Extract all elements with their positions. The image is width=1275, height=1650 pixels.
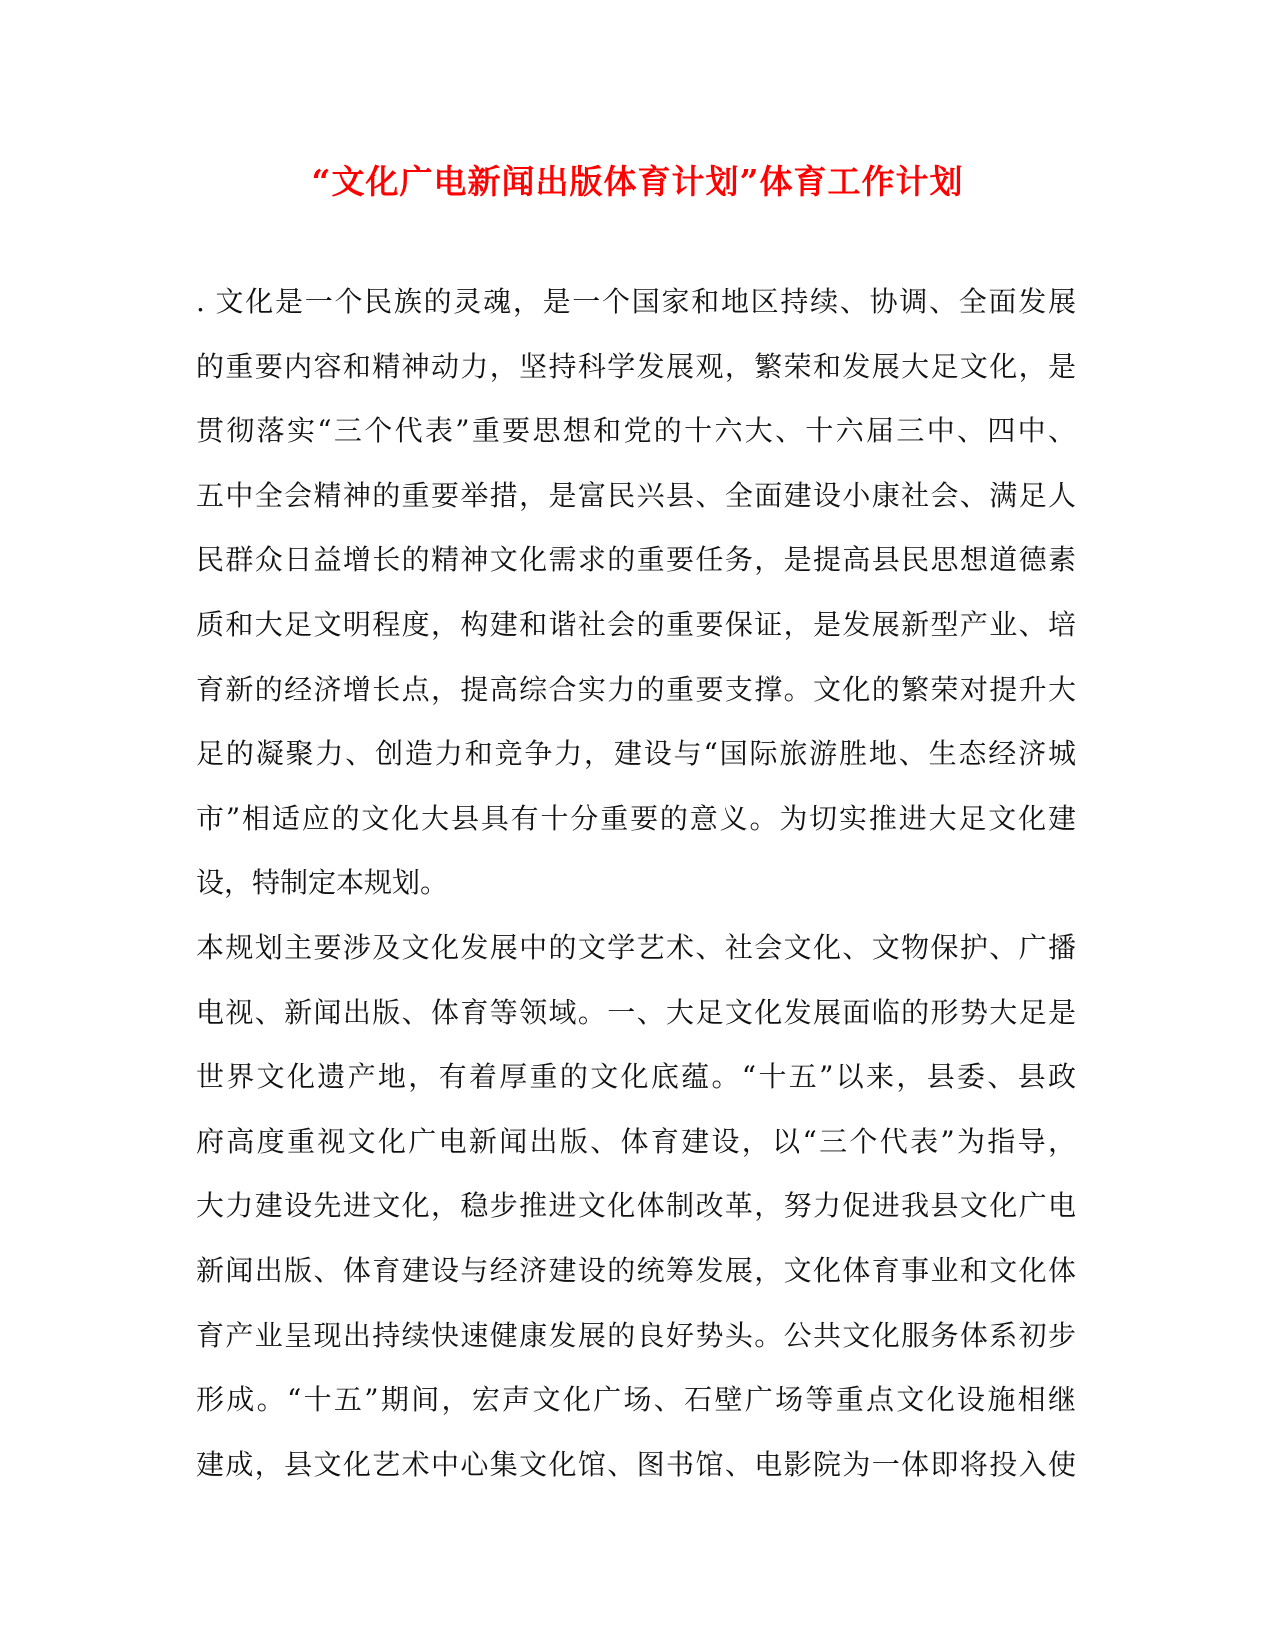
body-line: 府高度重视文化广电新闻出版、体育建设，以“三个代表”为指导，: [196, 1124, 1076, 1158]
body-line: 的重要内容和精神动力，坚持科学发展观，繁荣和发展大足文化，是: [196, 349, 1076, 383]
body-line: 育产业呈现出持续快速健康发展的良好势头。公共文化服务体系初步: [196, 1318, 1076, 1352]
body-line: 贯彻落实“三个代表”重要思想和党的十六大、十六届三中、四中、: [196, 414, 1076, 448]
body-line: 本规划主要涉及文化发展中的文学艺术、社会文化、文物保护、广播: [196, 930, 1076, 964]
body-line: 育新的经济增长点，提高综合实力的重要支撑。文化的繁荣对提升大: [196, 672, 1076, 706]
body-line: 足的凝聚力、创造力和竞争力，建设与“国际旅游胜地、生态经济城: [196, 737, 1076, 771]
document-body: [196, 270, 1076, 1497]
body-line: 电视、新闻出版、体育等领域。一、大足文化发展面临的形势大足是: [196, 995, 1076, 1029]
body-line: 民群众日益增长的精神文化需求的重要任务，是提高县民思想道德素: [196, 543, 1076, 577]
body-line: . 文化是一个民族的灵魂，是一个国家和地区持续、协调、全面发展: [196, 285, 1076, 318]
body-line: 质和大足文明程度，构建和谐社会的重要保证，是发展新型产业、培: [196, 607, 1076, 641]
body-line: 形成。“十五”期间，宏声文化广场、石壁广场等重点文化设施相继: [196, 1383, 1076, 1417]
body-line: 新闻出版、体育建设与经济建设的统筹发展，文化体育事业和文化体: [196, 1253, 1076, 1287]
body-line: 五中全会精神的重要举措，是富民兴县、全面建设小康社会、满足人: [196, 478, 1076, 512]
body-line: 设，特制定本规划。: [196, 866, 449, 900]
body-line: 大力建设先进文化，稳步推进文化体制改革，努力促进我县文化广电: [196, 1189, 1076, 1223]
body-line: 市”相适应的文化大县具有十分重要的意义。为切实推进大足文化建: [196, 801, 1076, 835]
body-line: 世界文化遗产地，有着厚重的文化底蕴。“十五”以来，县委、县政: [196, 1060, 1076, 1094]
body-line: 建成，县文化艺术中心集文化馆、图书馆、电影院为一体即将投入使: [196, 1447, 1076, 1481]
document-title: “文化广电新闻出版体育计划”体育工作计划: [311, 162, 964, 201]
